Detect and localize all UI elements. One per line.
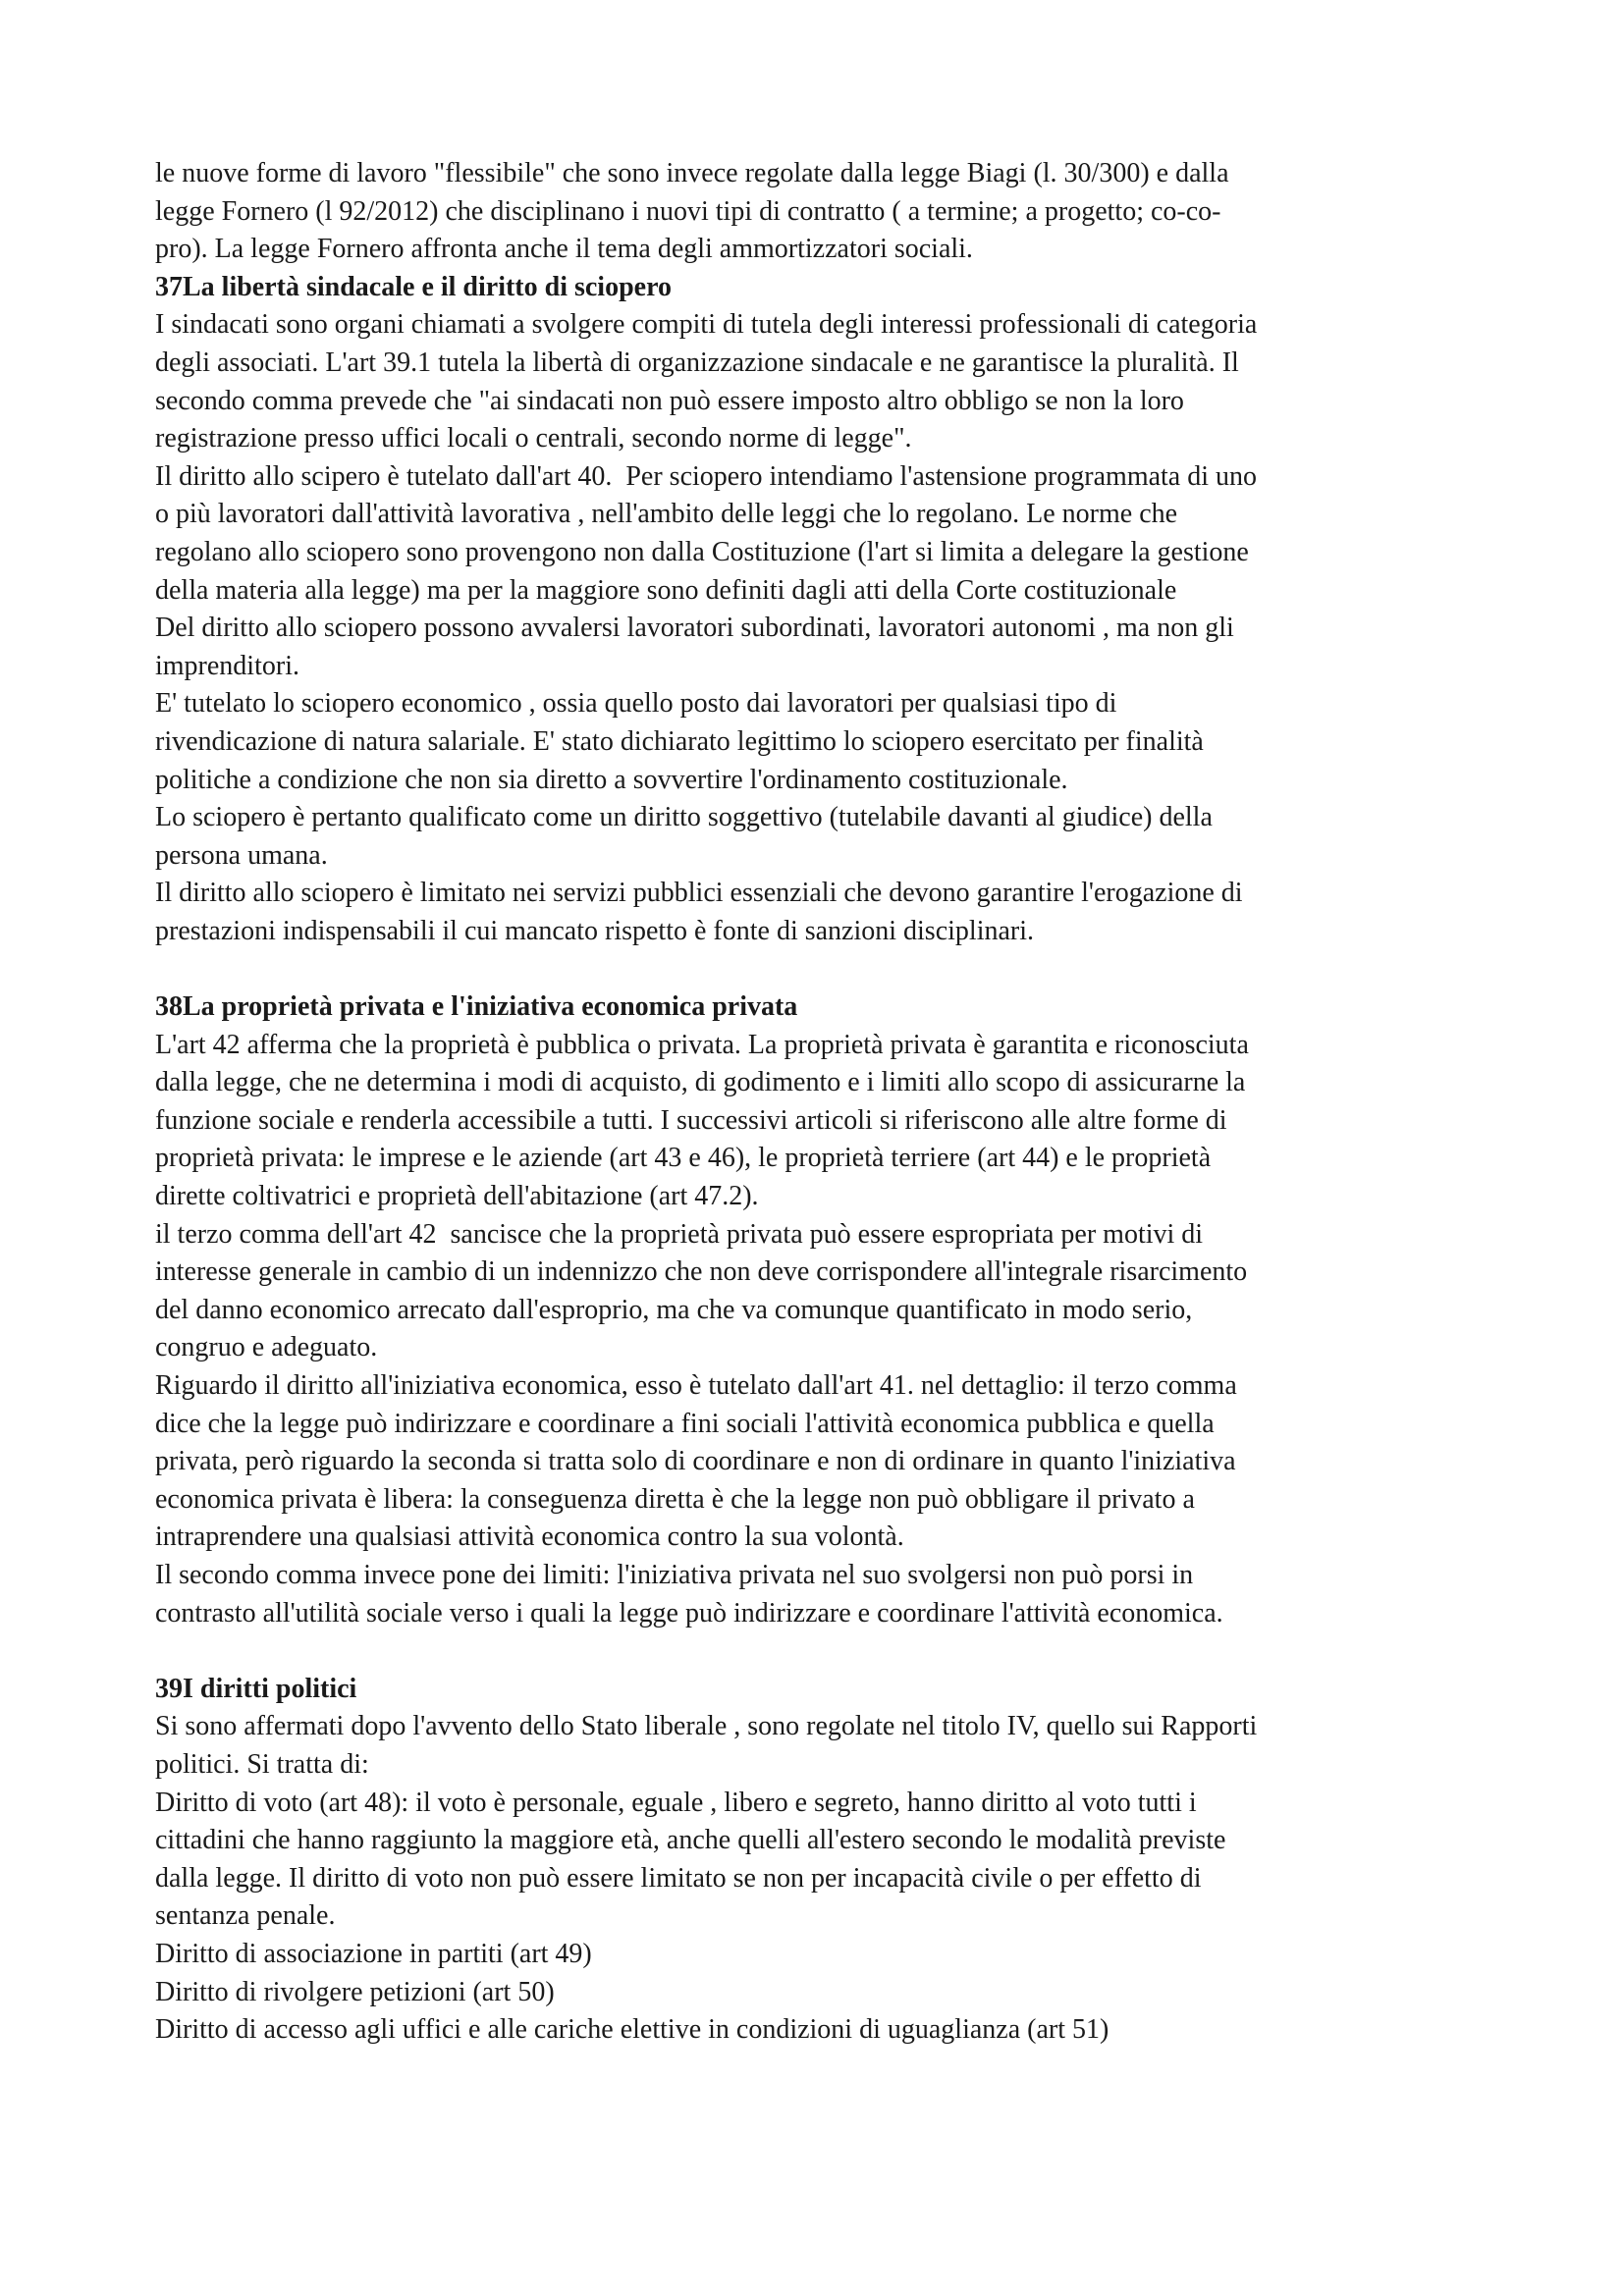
text-line: rivendicazione di natura salariale. E' stato dichiarato legittimo lo sciopero esercitato per finalità [155,725,1204,757]
section-38 [155,988,1481,1632]
section-39-heading: 39I diritti politici [155,1673,357,1704]
text-line: Diritto di accesso agli uffici e alle cariche elettive in condizioni di uguaglianza (art 51) [155,2014,1109,2046]
text-line: pro). La legge Fornero affronta anche il tema degli ammortizzatori sociali. [155,234,973,265]
text-line: dalla legge. Il diritto di voto non può essere limitato se non per incapacità civile o per effetto di [155,1862,1202,1894]
text-line: Diritto di associazione in partiti (art 49) [155,1938,592,1969]
text-line: politici. Si tratta di: [155,1748,369,1780]
text-line: registrazione presso uffici locali o centrali, secondo norme di legge". [155,423,912,454]
text-line: Riguardo il diritto all'iniziativa economica, esso è tutelato dall'art 41. nel dettaglio: il terzo comma [155,1370,1237,1401]
text-line: Si sono affermati dopo l'avvento dello Stato liberale , sono regolate nel titolo IV, quello sui Rapporti [155,1711,1258,1742]
text-line: Il diritto allo scipero è tutelato dall'art 40. Per sciopero intendiamo l'astensione programmata di uno [155,460,1258,492]
text-line: della materia alla legge) ma per la maggiore sono definiti dagli atti della Corte costituzionale [155,574,1177,606]
section-37 [155,269,1481,951]
text-line: Il secondo comma invece pone dei limiti: l'iniziativa privata nel suo svolgersi non può porsi in [155,1559,1194,1590]
text-line: dice che la legge può indirizzare e coordinare a fini sociali l'attività economica pubblica e quella [155,1408,1215,1439]
text-line: degli associati. L'art 39.1 tutela la libertà di organizzazione sindacale e ne garantisce la pluralità. Il [155,347,1239,378]
text-line: le nuove forme di lavoro "flessibile" che sono invece regolate dalla legge Biagi (l. 30/300) e dalla [155,158,1229,188]
text-line: E' tutelato lo sciopero economico , ossia quello posto dai lavoratori per qualsiasi tipo di [155,688,1117,720]
text-line: funzione sociale e renderla accessibile a tutti. I successivi articoli si riferiscono alle altre forme di [155,1104,1227,1136]
text-line: intraprendere una qualsiasi attività economica contro la sua volontà. [155,1522,904,1553]
section-39 [155,1671,1481,2050]
text-line: congruo e adeguato. [155,1332,378,1363]
text-line: secondo comma prevede che "ai sindacati non può essere imposto altro obbligo se non la loro [155,385,1184,416]
text-line: persona umana. [155,839,328,871]
text-line: dirette coltivatrici e proprietà dell'abitazione (art 47.2). [155,1181,759,1212]
section-38-heading: 38La proprietà privata e l'iniziativa economica privata [155,991,798,1023]
text-line: Diritto di rivolgere petizioni (art 50) [155,1976,555,2007]
text-line: economica privata è libera: la conseguenza diretta è che la legge non può obbligare il privato a [155,1483,1195,1515]
text-line: regolano allo sciopero sono provengono non dalla Costituzione (l'art si limita a delegare la gestione [155,536,1249,567]
text-line: legge Fornero (l 92/2012) che disciplinano i nuovi tipi di contratto ( a termine; a progetto; co-co- [155,195,1221,227]
text-line: contrasto all'utilità sociale verso i quali la legge può indirizzare e coordinare l'attività economica. [155,1597,1223,1629]
text-line: Del diritto allo sciopero possono avvalersi lavoratori subordinati, lavoratori autonomi , ma non gli [155,613,1234,644]
text-line: I sindacati sono organi chiamati a svolgere compiti di tutela degli interessi professionali di categoria [155,309,1258,341]
text-line: interesse generale in cambio di un indennizzo che non deve corrispondere all'integrale risarcimento [155,1256,1248,1288]
text-line: politiche a condizione che non sia diretto a sovvertire l'ordinamento costituzionale. [155,764,1068,795]
section-37-heading: 37La libertà sindacale e il diritto di sciopero [155,271,673,302]
text-line: Il diritto allo sciopero è limitato nei servizi pubblici essenziali che devono garantire l'erogazione di [155,878,1243,909]
text-line: del danno economico arrecato dall'esproprio, ma che va comunque quantificato in modo serio, [155,1294,1193,1325]
paragraph-gap [155,1632,1481,1671]
text-line: cittadini che hanno raggiunto la maggiore età, anche quelli all'estero secondo le modalità previste [155,1825,1226,1856]
text-line: il terzo comma dell'art 42 sancisce che la proprietà privata può essere espropriata per motivi di [155,1218,1204,1250]
text-line: dalla legge, che ne determina i modi di acquisto, di godimento e i limiti allo scopo di assicurarne la [155,1067,1246,1098]
text-line: imprenditori. [155,650,299,681]
text-line: L'art 42 afferma che la proprietà è pubblica o privata. La proprietà privata è garantita e riconosciuta [155,1029,1249,1060]
text-line: privata, però riguardo la seconda si tratta solo di coordinare e non di ordinare in quanto l'iniziativa [155,1446,1236,1477]
text-line: Diritto di voto (art 48): il voto è personale, eguale , libero e segreto, hanno diritto al voto tutti i [155,1787,1197,1818]
text-line: o più lavoratori dall'attività lavorativa , nell'ambito delle leggi che lo regolano. Le norme che [155,499,1178,530]
document-page [155,155,1481,2050]
intro-paragraph [155,155,1481,269]
text-line: sentanza penale. [155,1900,336,1932]
text-line: Lo sciopero è pertanto qualificato come un diritto soggettivo (tutelabile davanti al giudice) della [155,802,1213,833]
text-line: proprietà privata: le imprese e le aziende (art 43 e 46), le proprietà terriere (art 44) e le proprietà [155,1143,1212,1174]
text-line: prestazioni indispensabili il cui mancato rispetto è fonte di sanzioni disciplinari. [155,915,1035,946]
paragraph-gap [155,950,1481,988]
